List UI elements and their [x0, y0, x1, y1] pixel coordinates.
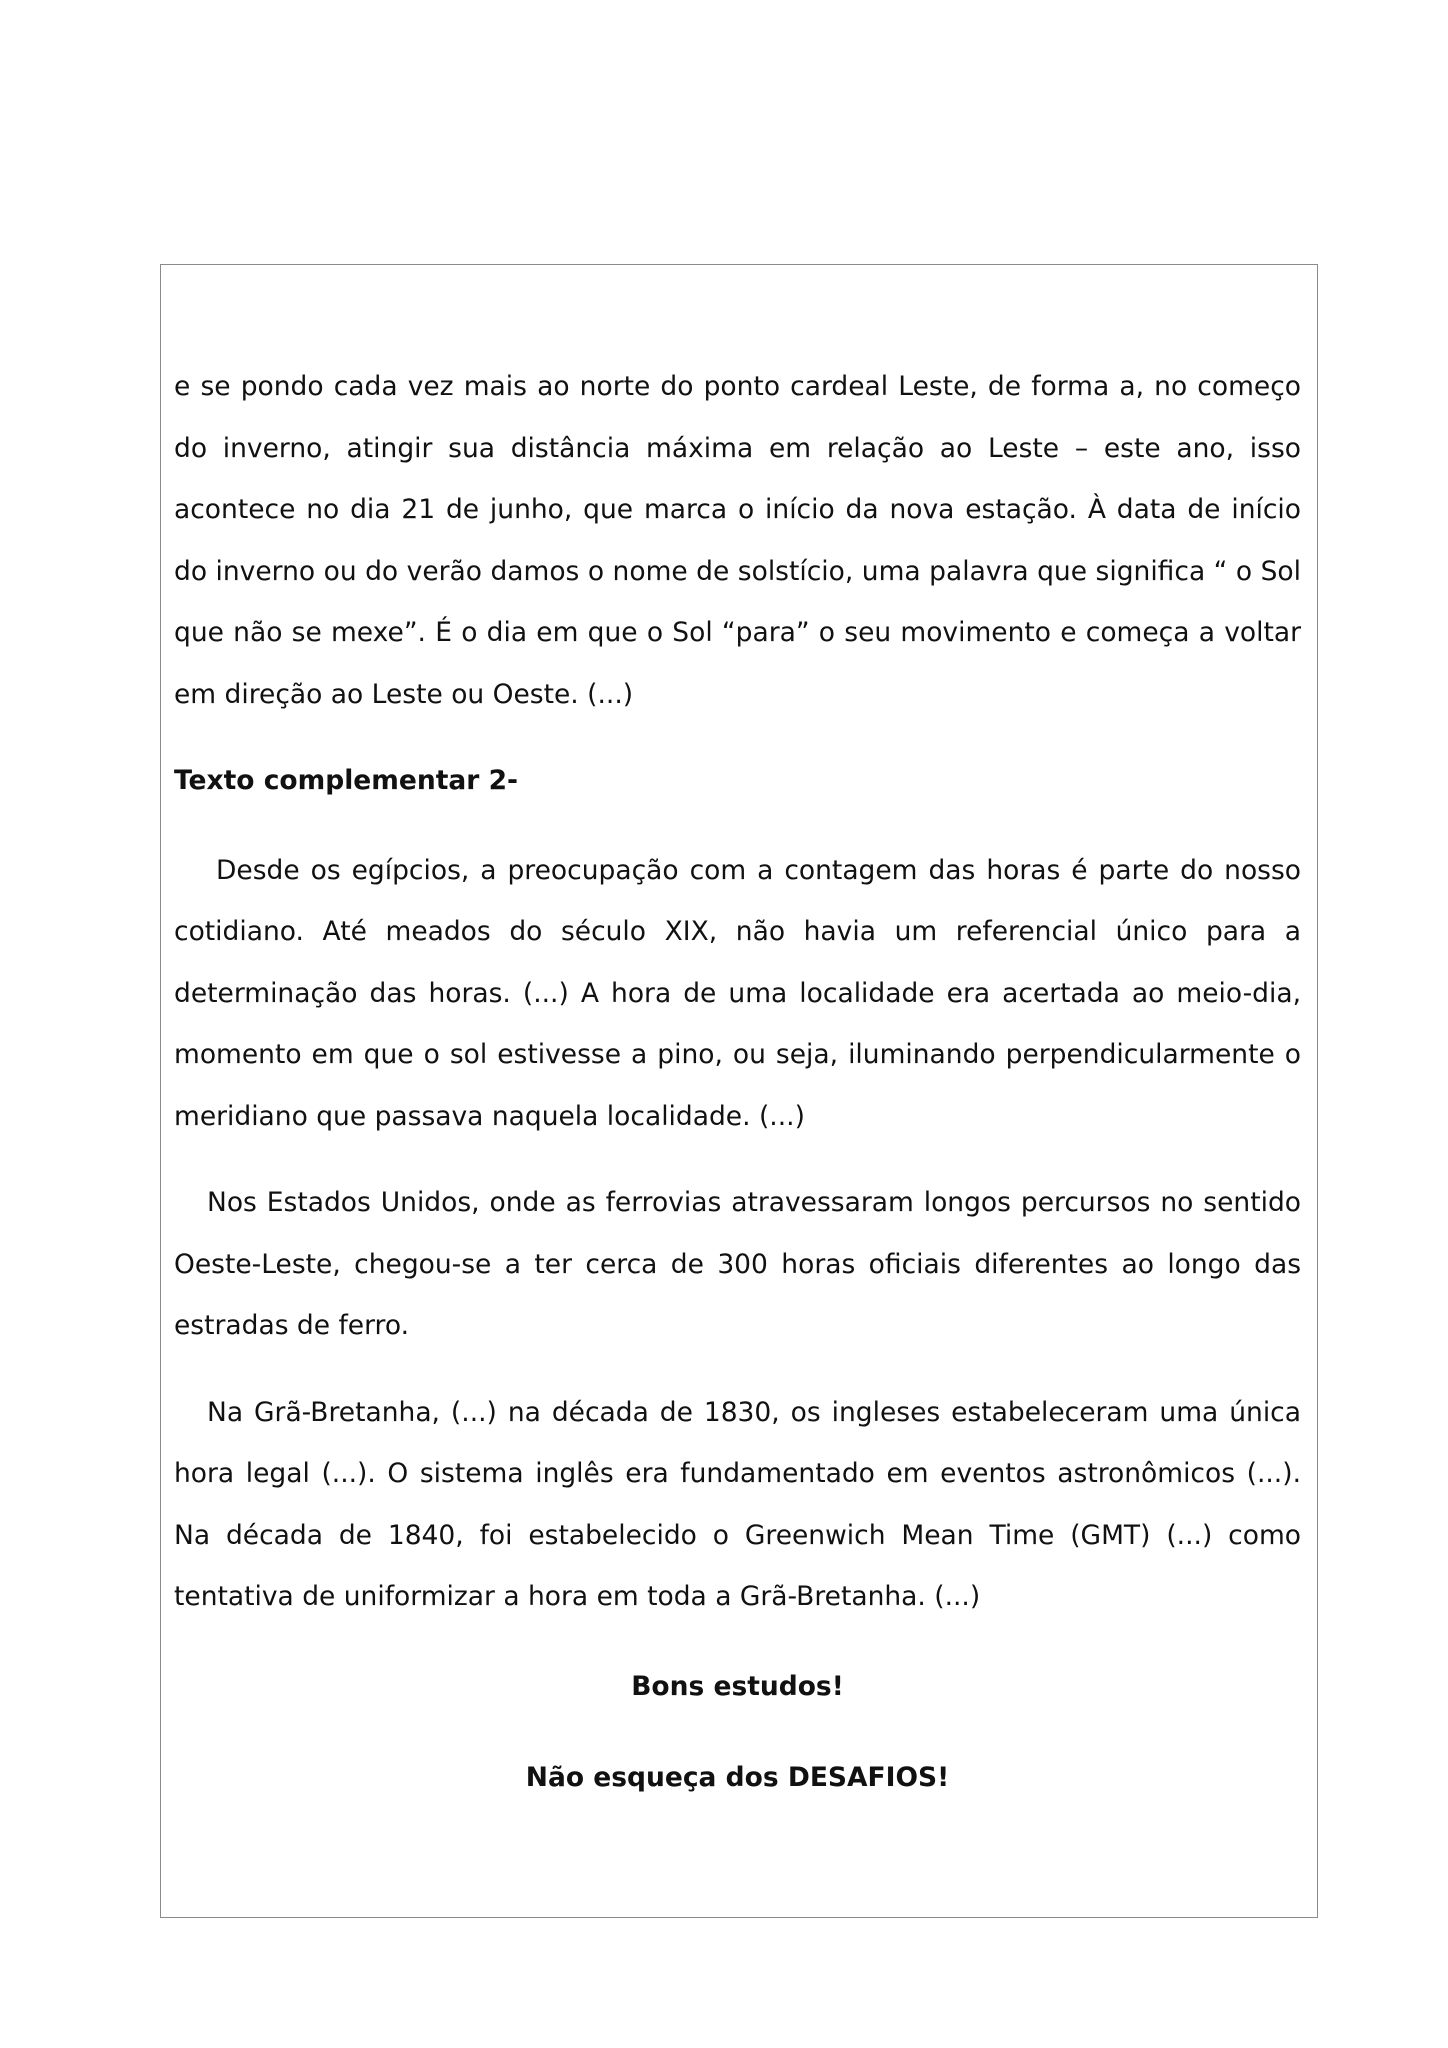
section-heading: Texto complementar 2-	[174, 765, 519, 796]
document-body	[174, 356, 1301, 1809]
paragraph-united-states: Nos Estados Unidos, onde as ferrovias atravessaram longos percursos no sentido Oeste-Leste, chegou-se a ter cerca de 300 horas oficiais diferentes ao longo das estradas de ferro.	[174, 1187, 1301, 1341]
closing-challenges-reminder: Não esqueça dos DESAFIOS!	[525, 1762, 950, 1793]
paragraph-solstice: e se pondo cada vez mais ao norte do ponto cardeal Leste, de forma a, no começo do inverno, atingir sua distância máxima em relação ao Leste – este ano, isso acontece no dia 21 de junho, que marca o início da nova estação. À data de início do inverno ou do verão damos o nome de solstício, uma palavra que significa “ o Sol que não se mexe”. É o dia em que o Sol “para” o seu movimento e começa a voltar em direção ao Leste ou Oeste. (...)	[174, 371, 1301, 710]
paragraph-time-history: Desde os egípcios, a preocupação com a contagem das horas é parte do nosso cotidiano. Até meados do século XIX, não havia um referencial único para a determinação das horas. (...) A hora de uma localidade era acertada ao meio-dia, momento em que o sol estivesse a pino, ou seja, iluminando perpendicularmente o meridiano que passava naquela localidade. (...)	[174, 854, 1301, 1132]
paragraph-great-britain: Na Grã-Bretanha, (...) na década de 1830, os ingleses estabeleceram uma única hora legal (...). O sistema inglês era fundamentado em eventos astronômicos (...). Na década de 1840, foi estabelecido o Greenwich Mean Time (GMT) (...) como tentativa de uniformizar a hora em toda a Grã-Bretanha. (...)	[174, 1396, 1301, 1612]
closing-good-studies: Bons estudos!	[631, 1670, 844, 1702]
